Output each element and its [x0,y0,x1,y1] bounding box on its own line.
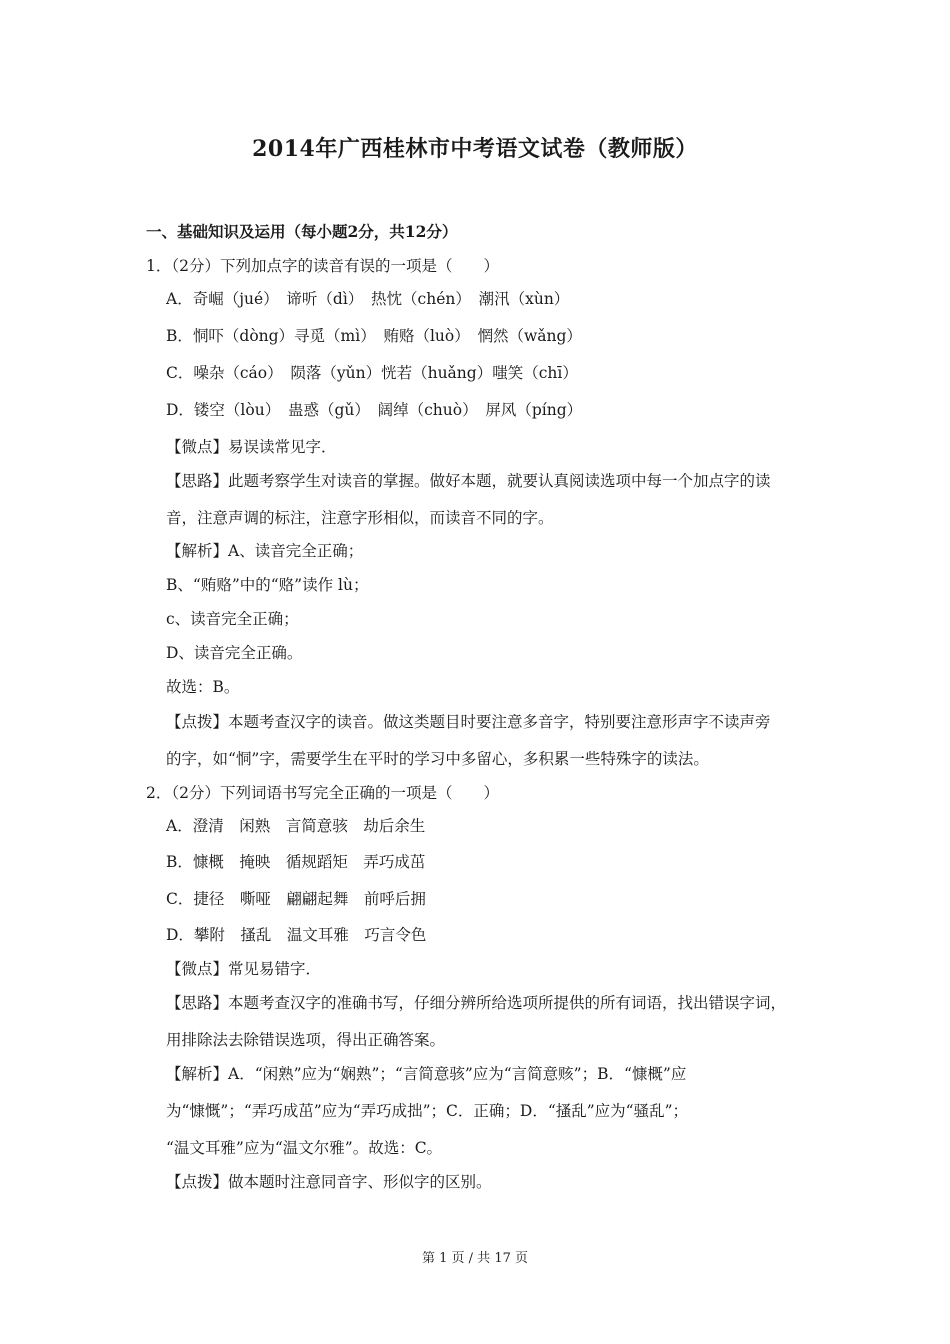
q1-dianbo-line2: 的字，如“恫”字，需要学生在平时的学习中多留心，多积累一些特殊字的读法。 [166,750,709,768]
q2-option-d: D．攀附 搔乱 温文耳雅 巧言令色 [166,926,427,944]
q2-dianbo-line1: 【点拨】做本题时注意同音字、形似字的区别。 [166,1173,492,1191]
q2-stem: 2．（2分）下列词语书写完全正确的一项是（ ） [146,784,499,802]
q2-jiexi-line2: 为“慷慨”；“弄巧成茁”应为“弄巧成拙”；C．正确；D．“搔乱”应为“骚乱”； [166,1102,689,1120]
q1-option-d: D．镂空（lòu） 蛊惑（gǔ） 阔绰（chuò） 屏风（píng） [166,401,583,419]
q1-jiexi-line2: B、“贿赂”中的“赂”读作 lù； [166,576,369,594]
q1-silu-line2: 音，注意声调的标注，注意字形相似，而读音不同的字。 [166,509,554,527]
q1-jiexi-line3: c、读音完全正确； [166,610,299,628]
q1-answer: 故选：B。 [166,678,240,696]
page-title: 2014年广西桂林市中考语文试卷（教师版） [252,136,698,162]
section-heading: 一、基础知识及运用（每小题2分，共12分） [146,222,458,241]
q1-dianbo-line1: 【点拨】本题考查汉字的读音。做这类题目时要注意多音字，特别要注意形声字不读声旁 [166,713,771,731]
q2-jiexi-line1: 【解析】A．“闲熟”应为“娴熟”；“言简意骇”应为“言简意赅”；B．“慷概”应 [166,1065,687,1083]
q1-weidian: 【微点】易误读常见字． [166,438,337,456]
q1-silu-line1: 【思路】此题考察学生对读音的掌握。做好本题，就要认真阅读选项中每一个加点字的读 [166,472,771,490]
q2-silu-line2: 用排除法去除错误选项，得出正确答案。 [166,1031,446,1049]
q2-option-c: C．捷径 嘶哑 翩翩起舞 前呼后拥 [166,890,426,908]
q2-option-b: B．慷概 掩映 循规蹈矩 弄巧成茁 [166,853,426,871]
q2-weidian: 【微点】常见易错字． [166,960,322,978]
q1-option-b: B．恫吓（dòng）寻觅（mì） 贿赂（luò） 惘然（wǎng） [166,327,582,345]
q2-option-a: A．澄清 闲熟 言简意骇 劫后余生 [166,817,426,835]
q1-jiexi-line1: 【解析】A、读音完全正确； [166,542,364,560]
q1-option-a: A．奇崛（jué） 谛听（dì） 热忱（chén） 潮汛（xùn） [166,290,570,308]
q1-jiexi-line4: D、读音完全正确。 [166,644,303,662]
q2-jiexi-line3: “温文耳雅”应为“温文尔雅”。故选：C。 [166,1139,443,1157]
q1-option-c: C．噪杂（cáo） 陨落（yǔn）恍若（huǎng）嗤笑（chī） [166,364,578,382]
page-footer: 第 1 页 / 共 17 页 [422,1251,528,1266]
q2-silu-line1: 【思路】本题考查汉字的准确书写，仔细分辨所给选项所提供的所有词语，找出错误字词， [166,994,787,1012]
q1-stem: 1．（2分）下列加点字的读音有误的一项是（ ） [146,257,499,275]
